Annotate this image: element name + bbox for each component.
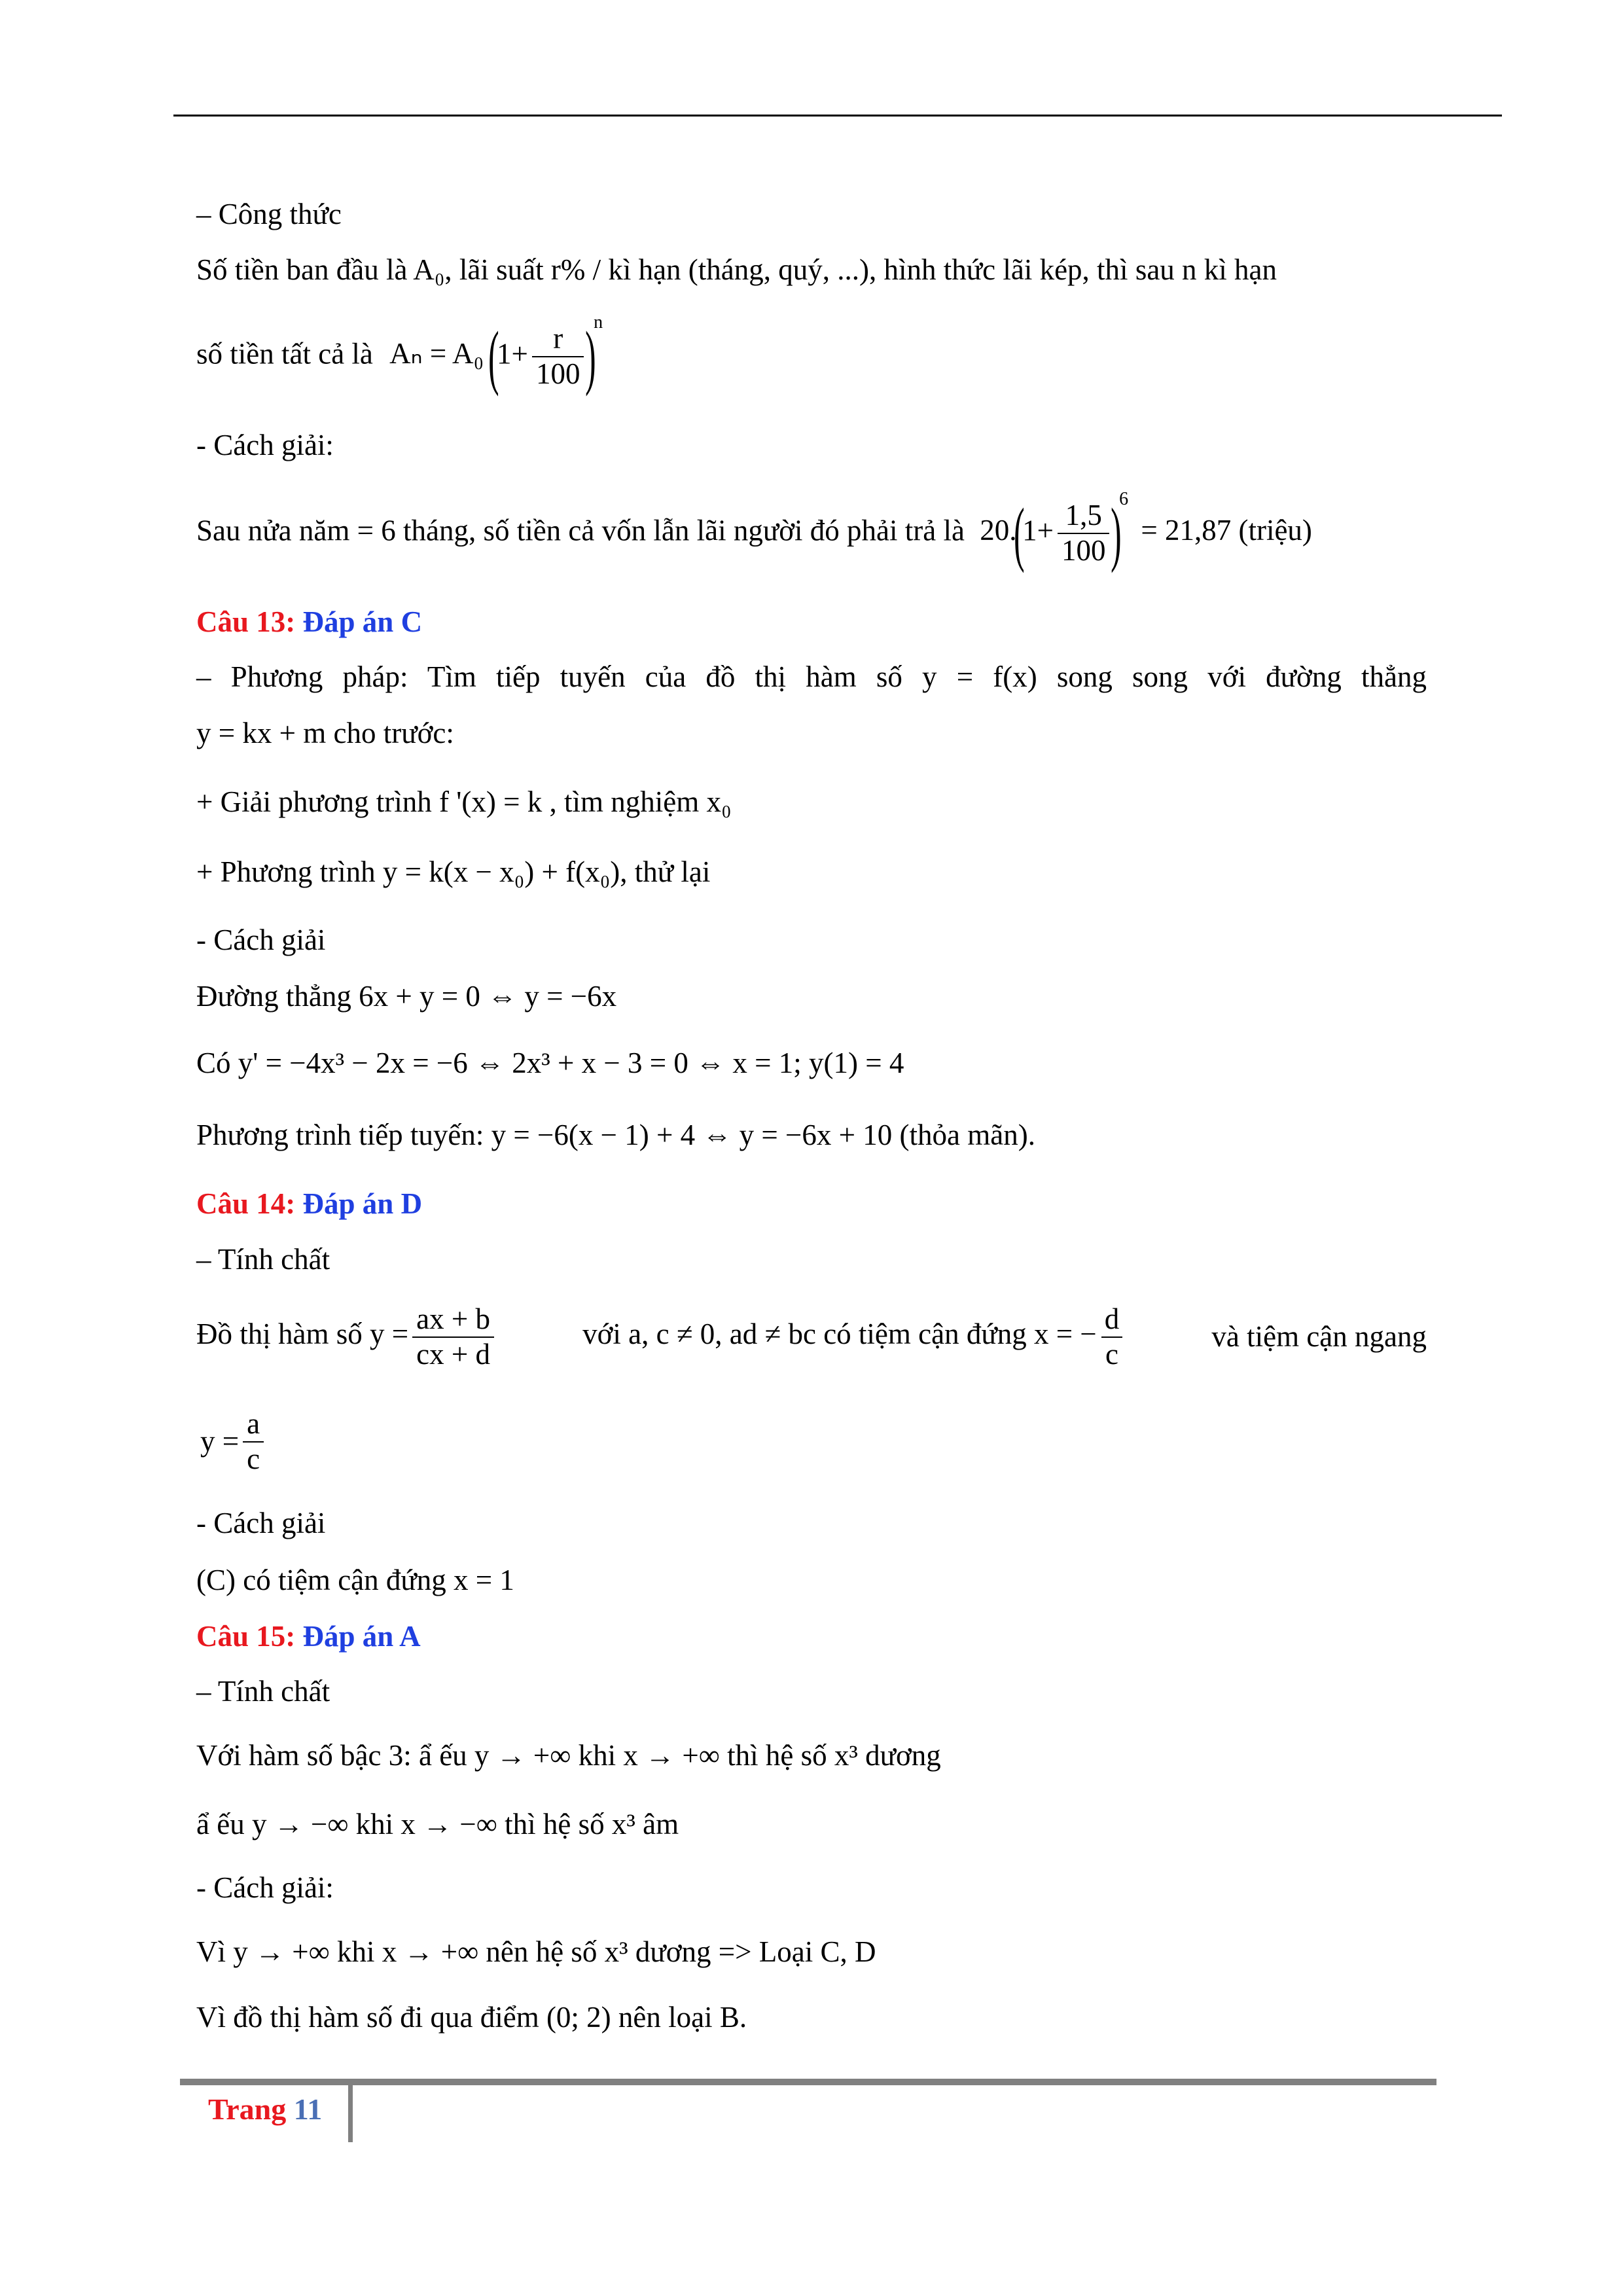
q14-horizontal-lead: và tiệm cận ngang (1211, 1320, 1427, 1354)
q14-horizontal-denominator: c (243, 1441, 264, 1477)
rate-denominator: 100 (532, 356, 584, 391)
question-15-heading (196, 1622, 421, 1651)
question-14-label: Câu 14: (196, 1187, 296, 1220)
q14-vertical-numerator: d (1104, 1302, 1120, 1335)
q14-asymptote-line (196, 1302, 1427, 1372)
footer-rule (180, 2079, 1436, 2085)
q13-solution-heading: - Cách giải (196, 924, 326, 956)
rate-fraction (532, 322, 584, 391)
q13-step-2: + Phương trình y = k(x − x₀) + f(x₀), thử lại (196, 855, 711, 888)
open-paren: ( (1014, 493, 1026, 573)
exponent: n (594, 312, 603, 333)
close-paren: ) (585, 317, 597, 397)
q13-given-line: y = kx + m cho trước: (196, 717, 454, 749)
page-word: Trang (208, 2092, 287, 2126)
q14-function-lead: Đồ thị hàm số y = (196, 1318, 409, 1351)
question-14-heading (196, 1189, 422, 1219)
solution-denominator: 100 (1058, 533, 1110, 568)
q13-method-text: – Phương pháp: Tìm tiếp tuyến của đồ thị hàm số y = f(x) song song với đường thẳng (196, 660, 1427, 693)
solution-result: = 21,87 (triệu) (1141, 514, 1312, 547)
formula-lead-text: số tiền tất cả là (196, 337, 373, 370)
q14-function-fraction (412, 1302, 494, 1372)
question-15-answer: Đáp án A (302, 1620, 421, 1653)
q13-step-1: + Giải phương trình f '(x) = k , tìm nghiệm x₀ (196, 785, 732, 818)
q14-horizontal-lead-y: y = (200, 1425, 240, 1458)
q14-function-denominator: cx + d (412, 1336, 494, 1372)
solution-fraction (1058, 499, 1110, 568)
q14-solution: (C) có tiệm cận đứng x = 1 (196, 1564, 514, 1596)
solution-heading: - Cách giải: (196, 429, 334, 461)
page-number: 11 (293, 2092, 323, 2126)
q15-solution-1: Vì y → +∞ khi x → +∞ nên hệ số x³ dương => Loại C, D (196, 1935, 876, 1968)
q14-intro (196, 1302, 498, 1372)
q14-property-heading: – Tính chất (196, 1243, 330, 1276)
formula-left: Aₙ = A₀ (389, 337, 484, 370)
compound-interest-formula-line (196, 312, 603, 397)
open-paren: ( (488, 317, 499, 397)
close-paren: ) (1111, 493, 1122, 573)
q14-vertical-fraction (1101, 1302, 1124, 1372)
q13-derivative: Có y' = −4x³ − 2x = −6 ⇔ 2x³ + x − 3 = 0 ⇔ x = 1; y(1) = 4 (196, 1047, 904, 1079)
q14-condition (582, 1302, 1127, 1372)
solution-exponent: 6 (1119, 489, 1129, 510)
q15-solution-heading: - Cách giải: (196, 1871, 334, 1904)
solution-coefficient: 20. (980, 514, 1017, 547)
q15-property-2: ẩ ếu y → −∞ khi x → −∞ thì hệ số x³ âm (196, 1808, 679, 1840)
q13-tangent-equation: Phương trình tiếp tuyến: y = −6(x − 1) + 4 ⇔ y = −6x + 10 (thỏa mãn). (196, 1119, 1035, 1151)
q13-method (196, 662, 1427, 692)
rate-numerator: r (553, 322, 563, 355)
q14-function-numerator: ax + b (416, 1302, 490, 1335)
q14-horizontal-numerator: a (247, 1407, 260, 1440)
solution-numerator: 1,5 (1065, 499, 1102, 532)
footer-divider (348, 2085, 353, 2142)
compound-interest-definition: Số tiền ban đầu là A₀, lãi suất r% / kì hạn (tháng, quý, ...), hình thức lãi kép, thì sau n kì hạn (196, 253, 1277, 286)
solution-one: 1+ (1022, 514, 1054, 547)
question-15-label: Câu 15: (196, 1620, 296, 1653)
formula-one: 1+ (497, 337, 528, 370)
formula-heading: – Công thức (196, 198, 342, 230)
q14-vertical-denominator: c (1101, 1336, 1122, 1372)
question-13-label: Câu 13: (196, 605, 296, 638)
question-13-answer: Đáp án C (302, 605, 423, 638)
q15-property-1: Với hàm số bậc 3: ẩ ếu y → +∞ khi x → +∞ thì hệ số x³ dương (196, 1739, 941, 1772)
page-number-label (208, 2092, 322, 2126)
question-13-heading (196, 607, 422, 637)
q15-property-heading: – Tính chất (196, 1675, 330, 1708)
header-rule (173, 115, 1502, 117)
q14-horizontal-asymptote (196, 1407, 268, 1477)
q13-line-equation: Đường thẳng 6x + y = 0 ⇔ y = −6x (196, 980, 617, 1013)
q15-solution-2: Vì đồ thị hàm số đi qua điểm (0; 2) nên loại B. (196, 2001, 747, 2034)
q14-solution-heading: - Cách giải (196, 1507, 326, 1539)
q14-condition-text: với a, c ≠ 0, ad ≠ bc có tiệm cận đứng x = − (582, 1318, 1097, 1351)
solution-line (196, 489, 1312, 573)
q14-horizontal-fraction (243, 1407, 264, 1477)
question-14-answer: Đáp án D (302, 1187, 423, 1220)
solution-text: Sau nửa năm = 6 tháng, số tiền cả vốn lẫn lãi người đó phải trả là (196, 514, 965, 547)
